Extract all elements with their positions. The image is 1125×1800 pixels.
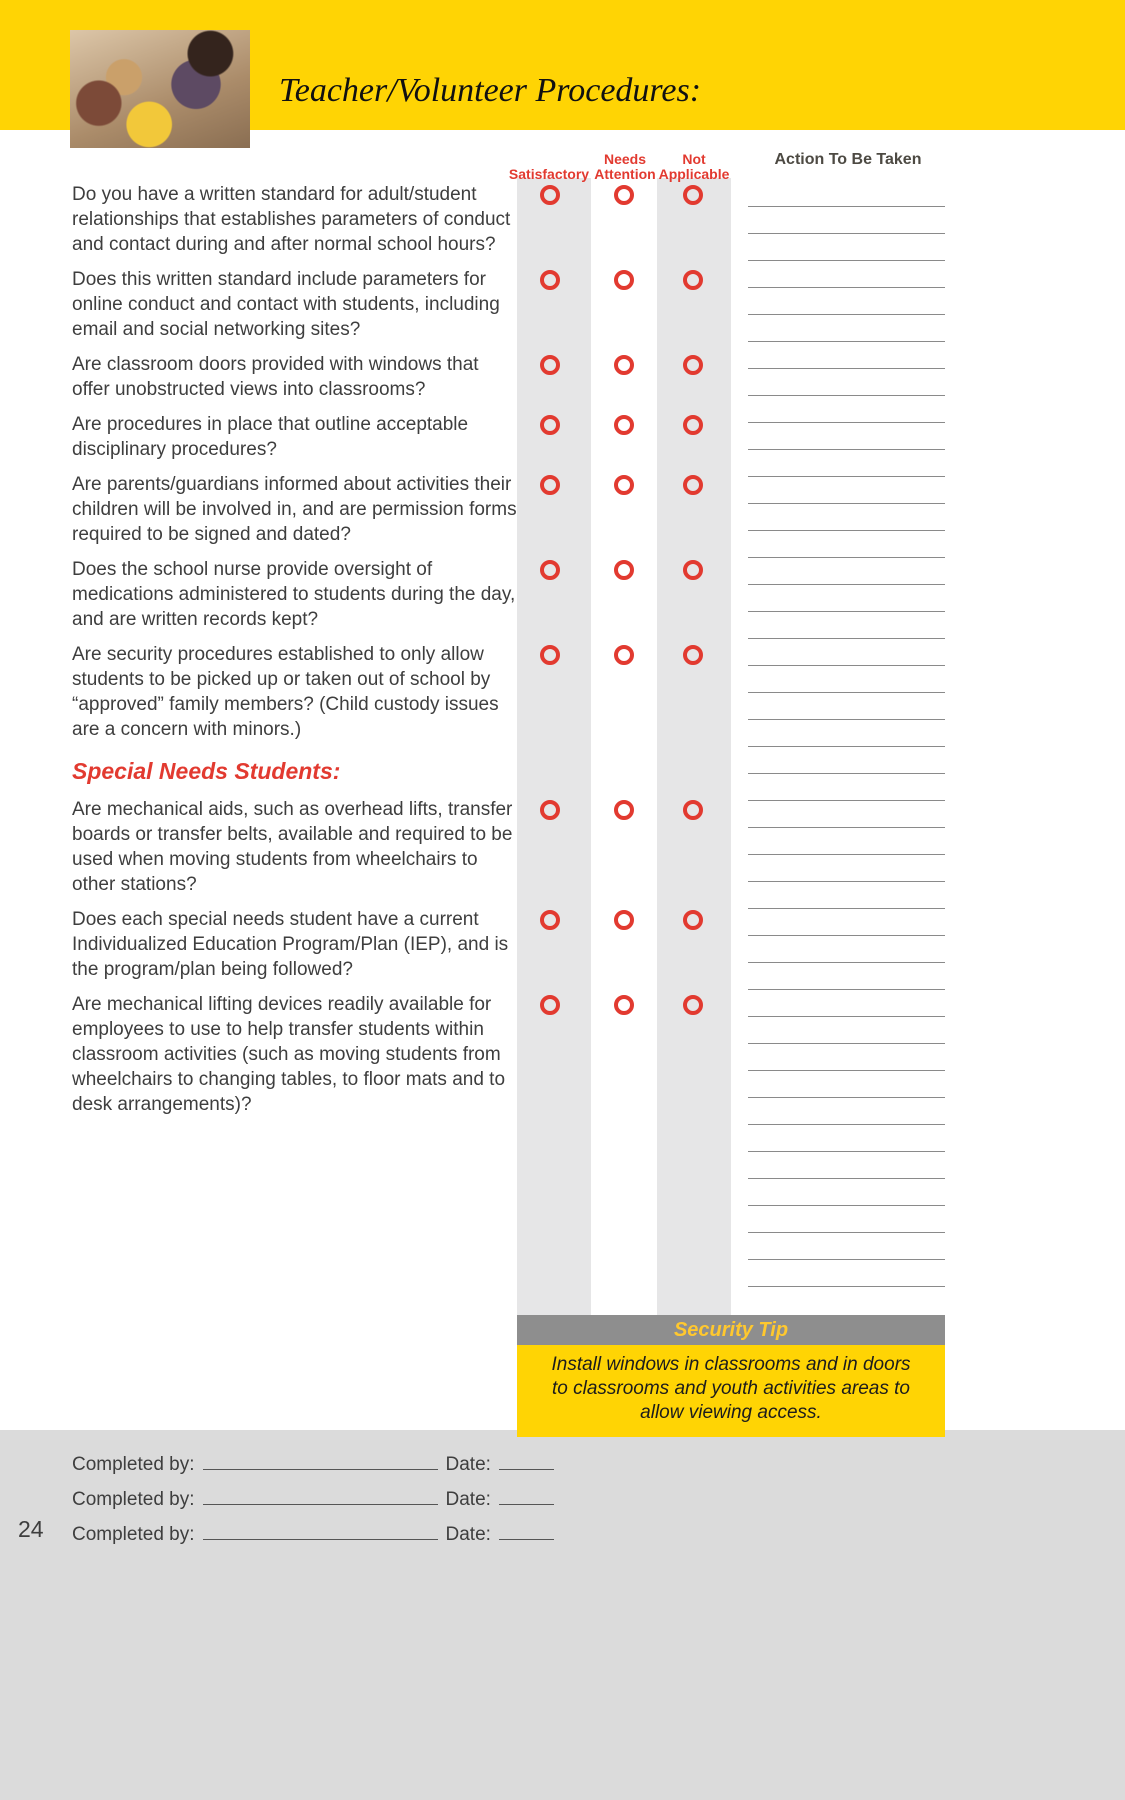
question-row: [0, 557, 760, 632]
question-row: [0, 267, 760, 342]
column-header-satisfactory: Satisfactory: [508, 166, 590, 182]
question-text: Does each special needs student have a current Individualized Education Program/Plan (IEP), and is the program/plan being followed?: [72, 909, 509, 980]
action-write-line[interactable]: [748, 396, 945, 423]
question-text: Are procedures in place that outline acceptable disciplinary procedures?: [72, 414, 469, 460]
not-line: Not: [682, 151, 706, 167]
radio-satisfactory[interactable]: [540, 475, 560, 495]
radio-needs-attention[interactable]: [614, 910, 634, 930]
action-write-line[interactable]: [748, 477, 945, 504]
radio-not-applicable[interactable]: [683, 910, 703, 930]
radio-needs-attention[interactable]: [614, 355, 634, 375]
action-write-line[interactable]: [748, 315, 945, 342]
security-tip-title: Security Tip: [517, 1315, 945, 1345]
completed-by-line[interactable]: [203, 1456, 438, 1470]
action-write-line[interactable]: [748, 1179, 945, 1206]
radio-satisfactory[interactable]: [540, 185, 560, 205]
radio-satisfactory[interactable]: [540, 995, 560, 1015]
action-lines-column: [748, 180, 945, 1287]
action-write-line[interactable]: [748, 585, 945, 612]
radio-not-applicable[interactable]: [683, 355, 703, 375]
security-tip-text: Install windows in classrooms and in doors to classrooms and youth activities areas to allow viewing access.: [517, 1345, 945, 1437]
action-write-line[interactable]: [748, 909, 945, 936]
completed-by-row: [72, 1454, 1125, 1476]
action-write-line[interactable]: [748, 234, 945, 261]
date-line[interactable]: [499, 1526, 554, 1540]
action-write-line[interactable]: [748, 369, 945, 396]
action-write-line[interactable]: [748, 936, 945, 963]
completed-by-line[interactable]: [203, 1491, 438, 1505]
question-row: [0, 472, 760, 547]
signature-rows: [0, 1454, 1125, 1546]
teacher-children-photo: [70, 30, 250, 148]
action-write-line[interactable]: [748, 1233, 945, 1260]
action-write-line[interactable]: [748, 1017, 945, 1044]
radio-satisfactory[interactable]: [540, 415, 560, 435]
action-write-line[interactable]: [748, 207, 945, 234]
radio-satisfactory[interactable]: [540, 355, 560, 375]
action-write-line[interactable]: [748, 531, 945, 558]
needs-line: Needs: [603, 151, 647, 167]
question-row: [0, 907, 760, 982]
page-number: 24: [18, 1516, 44, 1542]
question-row: [0, 642, 760, 742]
action-write-line[interactable]: [748, 423, 945, 450]
completed-by-row: [72, 1524, 1125, 1546]
action-write-line[interactable]: [748, 882, 945, 909]
action-write-line[interactable]: [748, 450, 945, 477]
action-write-line[interactable]: [748, 612, 945, 639]
action-write-line[interactable]: [748, 1071, 945, 1098]
radio-satisfactory[interactable]: [540, 270, 560, 290]
completed-by-row: [72, 1489, 1125, 1511]
action-write-line[interactable]: [748, 1152, 945, 1179]
radio-needs-attention[interactable]: [614, 645, 634, 665]
date-label: Date:: [445, 1524, 491, 1545]
action-write-line[interactable]: [748, 1125, 945, 1152]
question-text: Are mechanical lifting devices readily available for employees to use to help transfer students within classroom activities (such as moving students from wheelchairs to changing tables, to floor mats and to desk arrangements)?: [72, 994, 506, 1115]
radio-needs-attention[interactable]: [614, 800, 634, 820]
radio-not-applicable[interactable]: [683, 995, 703, 1015]
column-header-not-applicable: [653, 152, 735, 182]
date-label: Date:: [445, 1489, 491, 1510]
question-row: [0, 797, 760, 897]
date-line[interactable]: [499, 1491, 554, 1505]
action-write-line[interactable]: [748, 720, 945, 747]
checklist-area: [0, 130, 1125, 1430]
radio-not-applicable[interactable]: [683, 800, 703, 820]
action-write-line[interactable]: [748, 639, 945, 666]
question-text: Are classroom doors provided with windows that offer unobstructed views into classrooms?: [72, 354, 479, 400]
radio-needs-attention[interactable]: [614, 560, 634, 580]
column-header-action: Action To Be Taken: [774, 151, 922, 168]
completed-by-label: Completed by:: [72, 1489, 195, 1510]
question-row: [0, 992, 760, 1117]
radio-not-applicable[interactable]: [683, 415, 703, 435]
footer-band: [0, 1430, 1125, 1800]
action-write-line[interactable]: [748, 1260, 945, 1287]
question-row: [0, 352, 760, 402]
date-label: Date:: [445, 1454, 491, 1475]
radio-not-applicable[interactable]: [683, 560, 703, 580]
action-write-line[interactable]: [748, 1098, 945, 1125]
checklist: [0, 182, 760, 1127]
action-write-line[interactable]: [748, 990, 945, 1017]
radio-not-applicable[interactable]: [683, 475, 703, 495]
radio-needs-attention[interactable]: [614, 185, 634, 205]
radio-satisfactory[interactable]: [540, 645, 560, 665]
action-write-line[interactable]: [748, 342, 945, 369]
radio-needs-attention[interactable]: [614, 270, 634, 290]
date-line[interactable]: [499, 1456, 554, 1470]
page-title: Teacher/Volunteer Procedures:: [278, 72, 702, 109]
question-text: Are parents/guardians informed about activities their children will be involved in, and are permission forms required to be signed and dated?: [72, 474, 517, 545]
question-text: Does the school nurse provide oversight of medications administered to students during the day, and are written records kept?: [72, 559, 516, 630]
column-header-needs-attention: [592, 152, 658, 182]
question-row: [0, 412, 760, 462]
question-text: Do you have a written standard for adult/student relationships that establishes parameters of conduct and contact during and after normal school hours?: [72, 184, 511, 255]
radio-not-applicable[interactable]: [683, 645, 703, 665]
question-row: [0, 182, 760, 257]
action-write-line[interactable]: [748, 855, 945, 882]
completed-by-label: Completed by:: [72, 1454, 195, 1475]
action-write-line[interactable]: [748, 774, 945, 801]
radio-not-applicable[interactable]: [683, 185, 703, 205]
completed-by-label: Completed by:: [72, 1524, 195, 1545]
action-write-line[interactable]: [748, 558, 945, 585]
action-write-line[interactable]: [748, 180, 945, 207]
action-write-line[interactable]: [748, 801, 945, 828]
radio-satisfactory[interactable]: [540, 560, 560, 580]
action-write-line[interactable]: [748, 288, 945, 315]
radio-not-applicable[interactable]: [683, 270, 703, 290]
action-write-line[interactable]: [748, 963, 945, 990]
action-write-line[interactable]: [748, 261, 945, 288]
radio-satisfactory[interactable]: [540, 910, 560, 930]
header-band: [0, 0, 1125, 130]
question-text: Are security procedures established to only allow students to be picked up or taken out of school by “approved” family members? (Child custody issues are a concern with minors.): [72, 644, 499, 740]
security-tip-box: [517, 1315, 945, 1437]
applicable-line: Applicable: [658, 166, 730, 182]
action-write-line[interactable]: [748, 666, 945, 693]
question-text: Are mechanical aids, such as overhead lifts, transfer boards or transfer belts, available and required to be used when moving students from wheelchairs to other stations?: [72, 799, 513, 895]
radio-needs-attention[interactable]: [614, 995, 634, 1015]
radio-needs-attention[interactable]: [614, 475, 634, 495]
question-text: Does this written standard include parameters for online conduct and contact with students, including email and social networking sites?: [72, 269, 500, 340]
radio-needs-attention[interactable]: [614, 415, 634, 435]
action-write-line[interactable]: [748, 828, 945, 855]
action-write-line[interactable]: [748, 1206, 945, 1233]
attention-line: Attention: [594, 166, 656, 182]
action-write-line[interactable]: [748, 504, 945, 531]
section-heading: Special Needs Students:: [72, 758, 341, 784]
action-write-line[interactable]: [748, 747, 945, 774]
action-write-line[interactable]: [748, 693, 945, 720]
action-write-line[interactable]: [748, 1044, 945, 1071]
radio-satisfactory[interactable]: [540, 800, 560, 820]
completed-by-line[interactable]: [203, 1526, 438, 1540]
